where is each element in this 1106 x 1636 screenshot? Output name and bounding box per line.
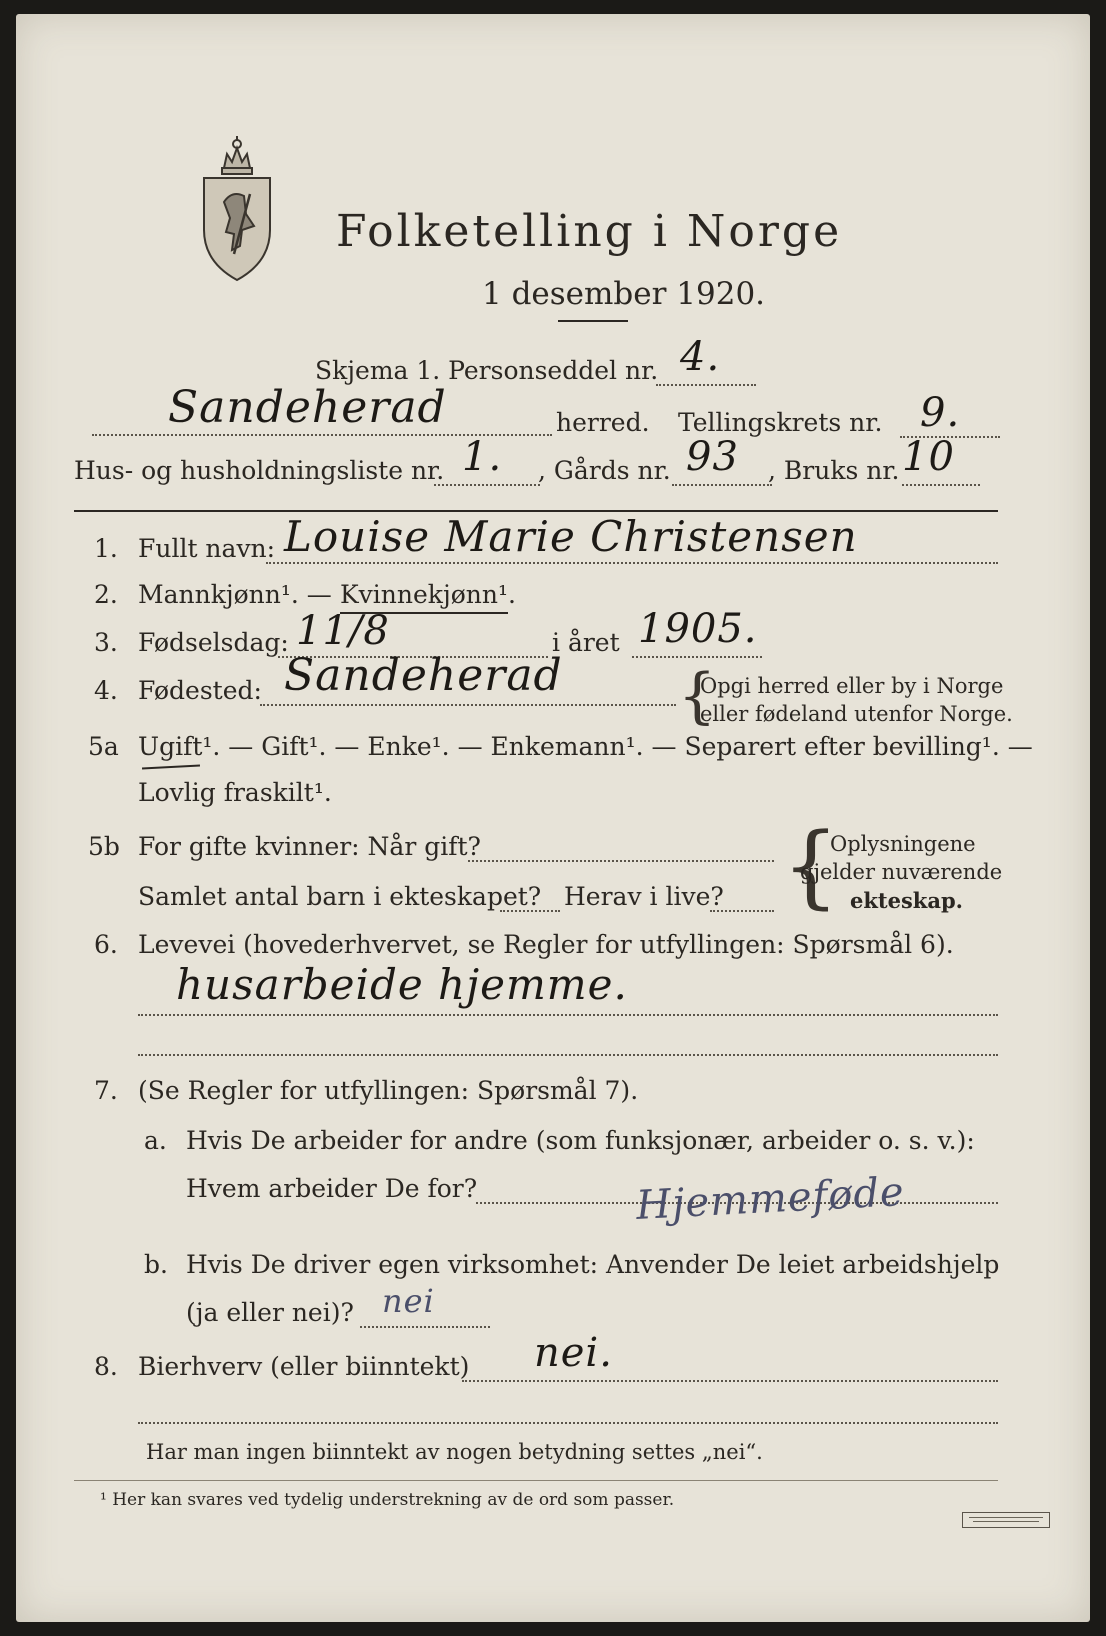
- census-date: 1 desember 1920.: [482, 276, 766, 312]
- birth-year-value[interactable]: 1905.: [638, 606, 758, 652]
- ugift-selected-underline: [142, 764, 200, 769]
- q3-number: 3.: [94, 628, 118, 657]
- q7a-number: a.: [144, 1126, 167, 1155]
- bruks-label: , Bruks nr.: [768, 456, 900, 485]
- q5b-married-field-line: [468, 860, 774, 862]
- q3-year-field-line: [632, 656, 762, 658]
- q6-field-line2: [138, 1054, 998, 1056]
- q5b-note-line1: Oplysningene: [830, 832, 976, 856]
- q8-field-line: [462, 1380, 998, 1382]
- gards-value[interactable]: 93: [686, 434, 739, 480]
- q4-number: 4.: [94, 676, 118, 705]
- q5b-alive-label: Herav i live?: [564, 882, 724, 911]
- bruks-field-line: [902, 484, 980, 486]
- q5b-children-label: Samlet antal barn i ekteskapet?: [138, 882, 542, 911]
- tellingskrets-value[interactable]: 9.: [920, 390, 961, 436]
- birthplace-value[interactable]: Sandeherad: [284, 650, 563, 701]
- q7b-yes-no-label: (ja eller nei)?: [186, 1298, 354, 1327]
- side-income-value[interactable]: nei.: [534, 1330, 613, 1376]
- q5b-number: 5b: [88, 832, 120, 861]
- footer-note: Har man ingen biinntekt av nogen betydning settes „nei“.: [146, 1440, 763, 1464]
- q6-field-line1: [138, 1014, 998, 1016]
- q5a-marital-options-cont[interactable]: Lovlig fraskilt¹.: [138, 778, 332, 807]
- q7b-number: b.: [144, 1250, 168, 1279]
- q7-label: (Se Regler for utfyllingen: Spørsmål 7).: [138, 1076, 639, 1105]
- q6-label: Levevei (hovederhvervet, se Regler for utfyllingen: Spørsmål 6).: [138, 930, 954, 959]
- q5b-note-line2: gjelder nuværende: [800, 860, 1003, 884]
- herred-value[interactable]: Sandeherad: [168, 382, 447, 433]
- birthdate-value[interactable]: 11/8: [296, 608, 390, 654]
- hus-field-line: [434, 484, 540, 486]
- q1-field-line: [266, 562, 998, 564]
- footer-divider: [74, 1480, 998, 1481]
- q2-male-option[interactable]: Mannkjønn¹. —: [138, 580, 332, 609]
- footnote: ¹ Her kan svares ved tydelig understrekning av de ord som passer.: [100, 1490, 675, 1510]
- personseddel-nr-value[interactable]: 4.: [680, 334, 721, 380]
- q7a-label: Hvis De arbeider for andre (som funksjonær, arbeider o. s. v.):: [186, 1126, 975, 1155]
- q5b-married-label: For gifte kvinner: Når gift?: [138, 832, 481, 861]
- gards-field-line: [672, 484, 772, 486]
- hus-value[interactable]: 1.: [462, 434, 503, 480]
- tellingskrets-label: Tellingskrets nr.: [678, 408, 883, 437]
- q4-note-line2: eller fødeland utenfor Norge.: [700, 702, 1013, 726]
- q1-label: Fullt navn:: [138, 534, 276, 563]
- q5a-marital-options[interactable]: Ugift¹. — Gift¹. — Enke¹. — Enkemann¹. — Separert efter bevilling¹. —: [138, 732, 1033, 761]
- hus-label: Hus- og husholdningsliste nr.: [74, 456, 445, 485]
- q4-brace: {: [678, 661, 717, 731]
- occupation-value[interactable]: husarbeide hjemme.: [176, 960, 628, 1009]
- q2-number: 2.: [94, 580, 118, 609]
- personseddel-field-line: [656, 384, 756, 386]
- form-title: Folketelling i Norge: [336, 206, 843, 257]
- q7b-label: Hvis De driver egen virksomhet: Anvender De leiet arbeidshjelp: [186, 1250, 1000, 1279]
- q5a-number: 5a: [88, 732, 119, 761]
- q7-number: 7.: [94, 1076, 118, 1105]
- q2-female-option[interactable]: Kvinnekjønn¹.: [340, 580, 516, 609]
- q8-number: 8.: [94, 1352, 118, 1381]
- bruks-value[interactable]: 10: [902, 434, 955, 480]
- q6-number: 6.: [94, 930, 118, 959]
- q5b-alive-field-line: [710, 910, 774, 912]
- schema-label: Skjema 1. Personseddel nr.: [315, 356, 659, 385]
- q7a-employer-label: Hvem arbeider De for?: [186, 1174, 478, 1203]
- q3-year-label: i året: [552, 628, 620, 657]
- q7b-field-line: [360, 1326, 490, 1328]
- title-divider: [558, 320, 628, 322]
- gards-label: , Gårds nr.: [538, 456, 671, 485]
- q1-number: 1.: [94, 534, 118, 563]
- hired-help-value[interactable]: nei: [382, 1282, 435, 1320]
- q5b-brace: {: [782, 814, 840, 919]
- census-form-sheet: [16, 14, 1090, 1622]
- q8-field-line2: [138, 1422, 998, 1424]
- q4-field-line: [260, 704, 676, 706]
- norwegian-coat-of-arms-icon: [194, 134, 280, 284]
- printer-stamp: [962, 1512, 1050, 1528]
- q4-note-line1: Opgi herred eller by i Norge: [700, 674, 1004, 698]
- q5b-children-field-line: [500, 910, 560, 912]
- herred-label: herred.: [556, 408, 650, 437]
- full-name-value[interactable]: Louise Marie Christensen: [284, 512, 858, 561]
- q5b-note-line3: ekteskap.: [850, 888, 963, 913]
- q8-label: Bierhverv (eller biinntekt): [138, 1352, 470, 1381]
- q3-label: Fødselsdag:: [138, 628, 289, 657]
- employer-value[interactable]: Hjemmeføde: [634, 1169, 906, 1229]
- q4-label: Fødested:: [138, 676, 262, 705]
